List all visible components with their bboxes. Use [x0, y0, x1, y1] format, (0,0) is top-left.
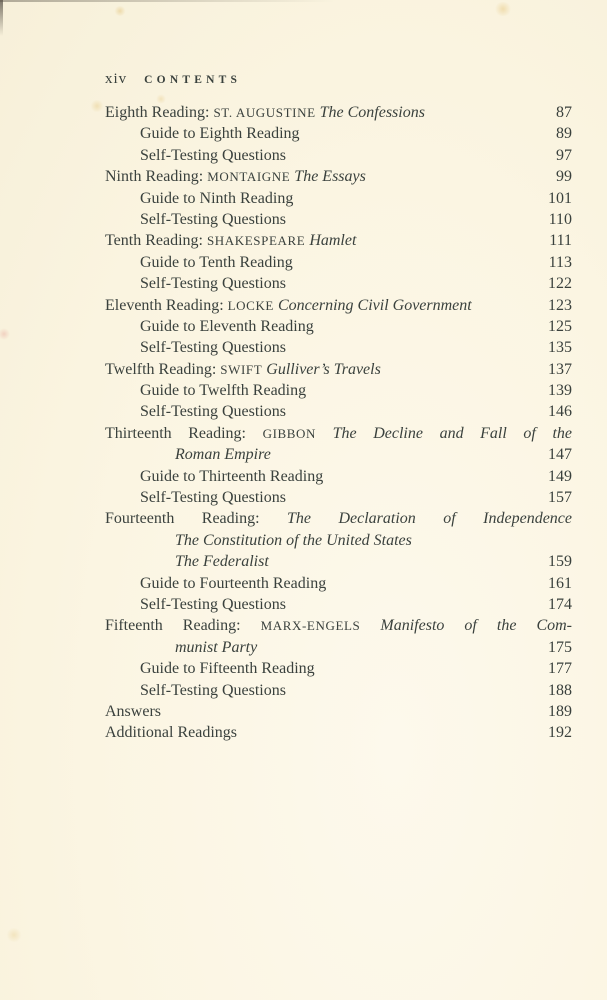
entry-label: Fourteenth Reading: — [105, 510, 288, 528]
page-header — [105, 71, 241, 88]
toc-entry-text — [105, 722, 540, 743]
entry-label: Eleventh Reading: — [105, 296, 228, 314]
paper-stain — [6, 928, 22, 942]
toc-row — [105, 615, 572, 636]
entry-label: Self-Testing Questions — [140, 489, 286, 507]
work-title: The Decline and Fall of the — [332, 424, 572, 442]
entry-label: Additional Readings — [105, 724, 237, 742]
toc-row — [105, 401, 572, 422]
toc-entry-text — [105, 594, 540, 615]
toc-list — [105, 102, 572, 744]
toc-entry-text — [105, 573, 540, 594]
toc-entry-text — [105, 273, 540, 294]
toc-row — [105, 551, 572, 572]
entry-label: Self-Testing Questions — [140, 595, 286, 613]
page-number: 110 — [548, 210, 572, 228]
entry-label — [316, 425, 333, 442]
work-title: The Essays — [294, 168, 366, 186]
toc-row — [105, 102, 572, 123]
toc-entry-text — [105, 337, 540, 358]
toc-row — [105, 722, 572, 743]
toc-row — [105, 316, 572, 337]
entry-label: Twelfth Reading: — [105, 360, 221, 378]
page-number: 174 — [548, 595, 572, 613]
page-number: 175 — [548, 638, 572, 656]
toc-row — [105, 594, 572, 615]
toc-entry-text — [105, 252, 541, 273]
entry-label: Guide to Fifteenth Reading — [140, 660, 315, 678]
entry-label: Self-Testing Questions — [140, 210, 286, 228]
author-name: SWIFT — [220, 361, 263, 377]
page-number: 97 — [556, 146, 572, 164]
page-number: 123 — [548, 296, 572, 314]
author-name: ST. AUGUSTINE — [213, 105, 316, 120]
entry-label: Self-Testing Questions — [140, 146, 286, 164]
paper-stain — [494, 2, 512, 16]
entry-label: Self-Testing Questions — [140, 403, 286, 421]
running-head: CONTENTS — [144, 74, 242, 86]
work-title: Manifesto of the Com- — [380, 617, 572, 635]
page-number: 189 — [548, 702, 572, 720]
author-name: LOCKE — [227, 297, 274, 313]
toc-entry-text — [105, 102, 548, 123]
toc-row — [105, 123, 572, 144]
paper-stain — [0, 328, 10, 340]
page-number: 101 — [548, 189, 572, 207]
page-number: 99 — [556, 168, 572, 186]
toc-row — [105, 166, 572, 187]
toc-row — [105, 230, 572, 251]
toc-row — [105, 273, 572, 294]
toc-row — [105, 466, 572, 487]
toc-entry-text — [105, 209, 541, 230]
entry-label: Guide to Eighth Reading — [140, 125, 300, 143]
work-title: The Confessions — [319, 104, 425, 121]
author-name: GIBBON — [262, 425, 317, 441]
page-number: 125 — [548, 317, 572, 335]
scan-edge-artifact — [0, 0, 334, 2]
entry-label: Ninth Reading: — [105, 168, 208, 186]
work-title: munist Party — [175, 638, 258, 656]
work-title: Hamlet — [309, 232, 357, 250]
work-title: Roman Empire — [175, 446, 271, 464]
toc-row — [105, 444, 572, 465]
toc-entry-text — [105, 487, 540, 508]
toc-row — [105, 701, 572, 722]
page-number: 157 — [548, 489, 572, 507]
entry-label — [360, 617, 380, 634]
work-title: Concerning Civil Government — [277, 296, 472, 314]
page-number: 113 — [548, 253, 572, 271]
entry-label: Guide to Tenth Reading — [140, 253, 293, 271]
toc-row — [105, 295, 572, 316]
toc-entry-text — [105, 551, 540, 572]
toc-row — [105, 637, 572, 658]
toc-row — [105, 359, 572, 380]
toc-row — [105, 530, 572, 551]
entry-label: Guide to Twelfth Reading — [140, 382, 307, 400]
toc-entry-text — [105, 423, 572, 444]
entry-label: Guide to Ninth Reading — [140, 189, 294, 207]
entry-label: Guide to Fourteenth Reading — [140, 574, 327, 592]
toc-row — [105, 658, 572, 679]
entry-label: Thirteenth Reading: — [105, 424, 263, 442]
toc-entry-text — [105, 295, 540, 316]
toc-row — [105, 508, 572, 529]
paper-stain — [114, 6, 126, 16]
toc-entry-text — [105, 188, 540, 209]
work-title: The Federalist — [175, 553, 269, 571]
entry-label: Eighth Reading: — [105, 104, 214, 121]
toc-entry-text — [105, 530, 572, 551]
author-name: SHAKESPEARE — [206, 233, 306, 249]
toc-entry-text — [105, 123, 548, 144]
toc-row — [105, 680, 572, 701]
page-number: 188 — [548, 681, 572, 699]
page-number: 139 — [548, 382, 572, 400]
toc-row — [105, 487, 572, 508]
page-number: 111 — [549, 232, 572, 250]
work-title: The Declaration of Independence — [287, 510, 572, 528]
toc-entry-text — [105, 680, 540, 701]
toc-entry-text — [105, 701, 540, 722]
page-number: 177 — [548, 660, 572, 678]
toc-entry-text — [105, 466, 540, 487]
page-number: 89 — [556, 125, 572, 143]
toc-entry-text — [105, 166, 548, 187]
page-number: 161 — [548, 574, 572, 592]
toc-entry-text — [105, 401, 540, 422]
toc-entry-text — [105, 359, 540, 380]
toc-row — [105, 209, 572, 230]
page-number: 146 — [548, 403, 572, 421]
entry-label: Self-Testing Questions — [140, 275, 286, 293]
work-title: The Constitution of the United States — [175, 531, 412, 549]
entry-label: Tenth Reading: — [105, 232, 207, 250]
entry-label: Self-Testing Questions — [140, 339, 286, 357]
page-number: 149 — [548, 467, 572, 485]
toc-entry-text — [105, 230, 541, 251]
entry-label: Answers — [105, 702, 161, 720]
page-number: 147 — [548, 446, 572, 464]
scan-edge-artifact — [0, 0, 3, 36]
toc-row — [105, 337, 572, 358]
entry-label: Fifteenth Reading: — [105, 617, 261, 635]
toc-row — [105, 188, 572, 209]
toc-row — [105, 573, 572, 594]
toc-entry-text — [105, 637, 540, 658]
page-number: 135 — [548, 339, 572, 357]
toc-entry-text — [105, 380, 540, 401]
paper-stain — [90, 100, 104, 112]
toc-row — [105, 145, 572, 166]
work-title: Gulliver’s Travels — [266, 360, 381, 378]
toc-row — [105, 380, 572, 401]
toc-entry-text — [105, 508, 572, 529]
entry-label: Self-Testing Questions — [140, 681, 286, 699]
toc-entry-text — [105, 444, 540, 465]
page-number: 192 — [548, 724, 572, 742]
page-number: 137 — [548, 360, 572, 378]
page-number: 159 — [548, 553, 572, 571]
entry-label: Guide to Thirteenth Reading — [140, 467, 324, 485]
toc-row — [105, 423, 572, 444]
author-name: MARX-ENGELS — [260, 618, 361, 634]
page-number: 87 — [556, 104, 572, 121]
entry-label: Guide to Eleventh Reading — [140, 317, 314, 335]
toc-entry-text — [105, 316, 540, 337]
folio-number: xiv — [105, 71, 128, 87]
toc-entry-text — [105, 145, 548, 166]
toc-row — [105, 252, 572, 273]
author-name: MONTAIGNE — [207, 169, 291, 185]
toc-entry-text — [105, 615, 572, 636]
toc-entry-text — [105, 658, 540, 679]
page-number: 122 — [548, 275, 572, 293]
